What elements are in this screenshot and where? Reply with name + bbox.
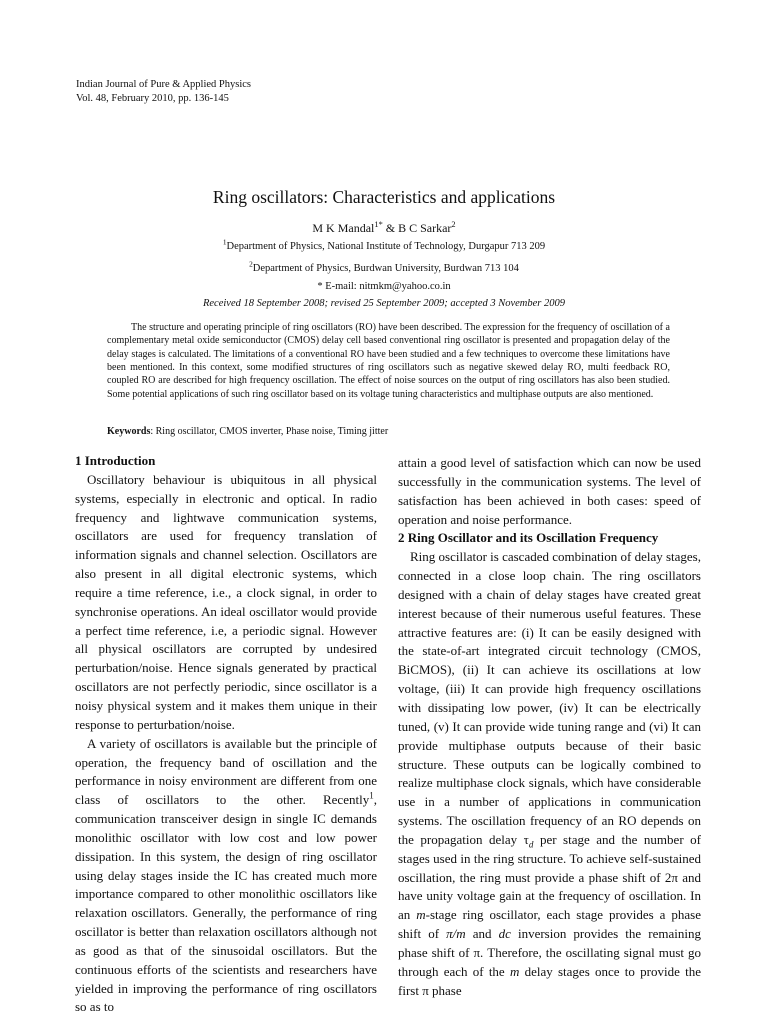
affiliation-1-text: Department of Physics, National Institute of Technology, Durgapur 713 209 [226,241,546,252]
journal-header [76,78,251,106]
section-1-paragraph-2 [75,735,377,1018]
author-separator: & [382,221,399,235]
author-1: M K Mandal [312,221,375,235]
s2-text-d: and [465,926,499,942]
affiliation-2-text: Department of Physics, Burdwan University, Burdwan 713 104 [252,263,519,274]
section-2-heading: 2 Ring Oscillator and its Oscillation Frequency [398,530,659,546]
section-1-paragraph-1: Oscillatory behaviour is ubiquitous in all physical systems, especially in electronic and optical. In radio frequency and lightwave communication systems, oscillators are used for frequency translation of information signals and channel selection. Oscillators are also present in all digital electronic systems, which require a time reference, i.e., a clock signal, in order to synchronise operations. An ideal oscillator would provide a perfect time reference, i.e, a periodic signal. However all physical oscillators are corrupted by undesired perturbation/noise. Hence signals generated by practical oscillators are not perfectly periodic, since oscillator is a noisy physical system and it makes them unique in their response to perturbation/noise. [75,471,377,732]
authors [0,221,768,236]
section-2-paragraph [398,548,701,1000]
s2-text-e: inversion provides the remaining phase shift of π. Therefore, the oscillating signal must go through each of the [398,926,701,979]
p2-text-b: , communication transceiver design in single IC demands monolithic oscillator with low cost and low power dissipation. In this system, the design of ring oscillator using delay stages inside the IC has created much more importance compared to other monolithic oscillators like relaxation oscillators. Generally, the performance of ring oscillator is better than relaxation oscillators although not as good as that of the sinusoidal oscillators. But the continuous efforts of the scientists and researchers have yielded in improving the performance of ring oscillators so as to [75,792,377,1015]
journal-volume: Vol. 48, February 2010, pp. 136-145 [76,93,229,104]
affiliation-1 [0,237,768,253]
pi-over-m: π/m [446,926,466,942]
s2-text-f: delay stages once to provide the first π phase [398,963,701,998]
keywords-text: : Ring oscillator, CMOS inverter, Phase noise, Timing jitter [150,426,389,437]
right-column [398,454,701,1000]
p2-text-a: A variety of oscillators is available but the principle of operation, the frequency band of oscillation and the performance in noisy environment are different from one class of oscillators to the other. Recently [75,735,377,808]
left-column [75,452,377,1017]
author-2: B C Sarkar [398,221,452,235]
citation-ref: 1 [369,790,374,801]
s2-text-a: Ring oscillator is cascaded combination of delay stages, connected in a close loop chain. The ring oscillators designed with a chain of delay stages have created great interest because of their numerous useful features. These attractive features are: (i) It can be easily designed with the state-of-art integrated circuit technology (CMOS, BiCMOS), (ii) It can achieve its oscillations at low voltage, (iii) It can provide high frequency oscillations with dissipating low power, (iv) It can be electrically tuned, (v) It can provide wide tuning range and (vi) It can provide multiphase outputs because of their basic structure. These outputs can be logically combined to realize multiphase clock signals, which have considerable use in a number of applications in communication systems. The oscillation frequency of an RO depends on the propagation delay [398,549,701,847]
paper-title: Ring oscillators: Characteristics and applications [212,187,556,207]
keywords [107,425,670,438]
keywords-label: Keywords [107,426,151,437]
s2-text-c: -stage ring oscillator, each stage provides a phase shift of [398,907,701,942]
m-variable-2: m [509,963,520,979]
affiliation-1-mark: 1 [222,237,227,247]
m-variable: m [416,907,426,923]
author-2-mark: 2 [451,220,456,229]
journal-name: Indian Journal of Pure & Applied Physics [76,79,251,90]
email: * E-mail: nitmkm@yahoo.co.in [317,281,451,292]
affiliation-2-mark: 2 [249,259,253,269]
continued-paragraph: attain a good level of satisfaction which can now be used successfully in the communication systems. The level of satisfaction has been achieved in both cases: speed of operation and noise performance. [398,455,701,527]
tau-subscript-d: d [528,839,534,850]
received-dates: Received 18 September 2008; revised 25 September 2009; accepted 3 November 2009 [202,298,566,309]
tau-symbol: τ [523,831,529,847]
dc-term: dc [498,926,511,942]
s2-text-b: per stage and the number of stages used in the ring structure. To achieve self-sustained oscillation, the ring must provide a phase shift of 2π and have unity voltage gain at the frequency of oscillation. In an [398,831,701,923]
author-1-mark: 1* [374,220,383,229]
section-1-heading: 1 Introduction [75,453,156,468]
affiliation-2 [0,259,768,275]
abstract: The structure and operating principle of ring oscillators (RO) have been described. The expression for the frequency of oscillation of a complementary metal oxide semiconductor (CMOS) delay cell based conventional ring oscillator is presented and propagation delay of the delay stages is calculated. The limitations of a conventional RO have been studied and a few techniques to overcome these limitations have been mentioned. In this context, some modified structures of ring oscillators such as negative skewed delay RO, multi feedback RO, coupled RO are described for high frequency oscillation. The effect of noise sources on the output of ring oscillators has also been studied. Some potential applications of such ring oscillator based on its voltage tuning characteristics and multiphase outputs are also mentioned. [107,322,670,400]
